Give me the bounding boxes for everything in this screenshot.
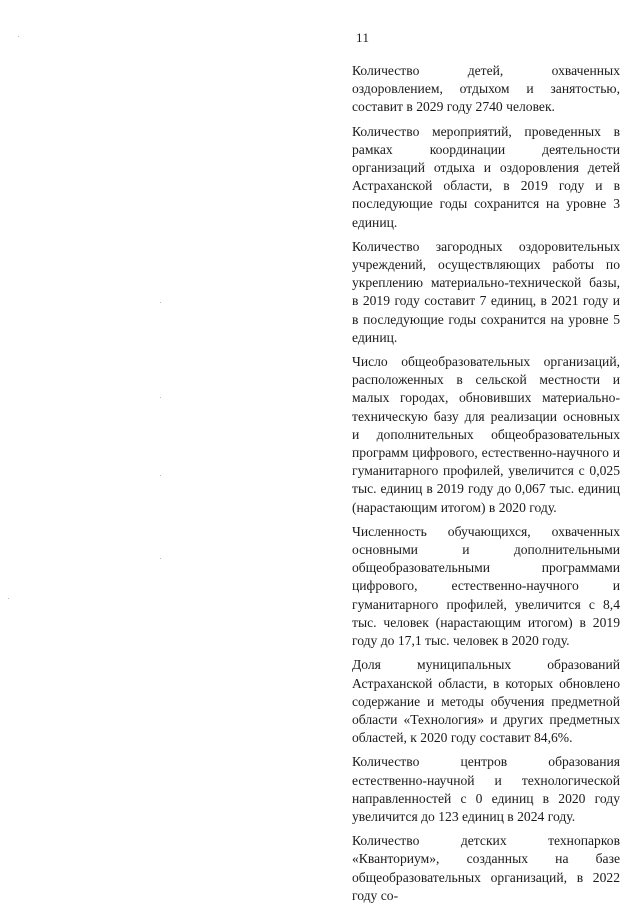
paragraph-coordination-events: Количество мероприятий, проведенных в рамках координации деятельности организаций отдыха и оздоровления детей Астраханской области, в 2019 году и в последующие годы сохранится на уровне 3 единиц.	[352, 123, 620, 230]
scan-speck	[18, 36, 19, 37]
paragraph-education-centers: Количество центров образования естественно-научной и технологической направленностей с 0 единиц в 2020 году увеличится до 123 единиц в 2024 году.	[352, 754, 620, 824]
paragraph-municipalities-share: Доля муниципальных образований Астраханской области, в которых обновлено содержание и методы обучения предметной области «Технология» и других предметных областей, к 2020 году составит 84,6%.	[352, 657, 620, 746]
paragraph-children-recreation: Количество детей, охваченных оздоровлением, отдыхом и занятостью, составит в 2029 году 2740 человек.	[352, 63, 620, 115]
paragraph-students-count: Численность обучающихся, охваченных основными и дополнительными общеобразовательными программами цифрового, естественно-научного и гуманитарного профилей, увеличится с 8,4 тыс. человек (нарастающим итогом) в 2019 году до 17,1 тыс. человек в 2020 году.	[352, 523, 620, 649]
scan-speck	[160, 302, 161, 303]
scan-speck	[8, 598, 9, 599]
text-column	[352, 62, 620, 911]
paragraph-country-camps: Количество загородных оздоровительных учреждений, осуществляющих работы по укреплению материально-технической базы, в 2019 году составит 7 единиц, в 2021 году и в последующие годы сохранится на уровне 5 единиц.	[352, 238, 620, 345]
scan-speck	[160, 397, 161, 398]
scan-speck	[160, 475, 161, 476]
paragraph-rural-schools: Число общеобразовательных организаций, расположенных в сельской местности и малых городах, обновивших материально-техническую базу для реализации основных и дополнительных общеобразовательных программ цифрового, естественно-научного и гуманитарного профилей, увеличится с 0,025 тыс. единиц в 2019 году до 0,067 тыс. единиц (нарастающим итогом) в 2020 году.	[352, 354, 620, 515]
page-number: 11	[356, 30, 370, 45]
scan-speck	[160, 558, 161, 559]
paragraph-quantorium: Количество детских технопарков «Кванториум», созданных на базе общеобразовательных организаций, в 2022 году со-	[352, 833, 620, 903]
